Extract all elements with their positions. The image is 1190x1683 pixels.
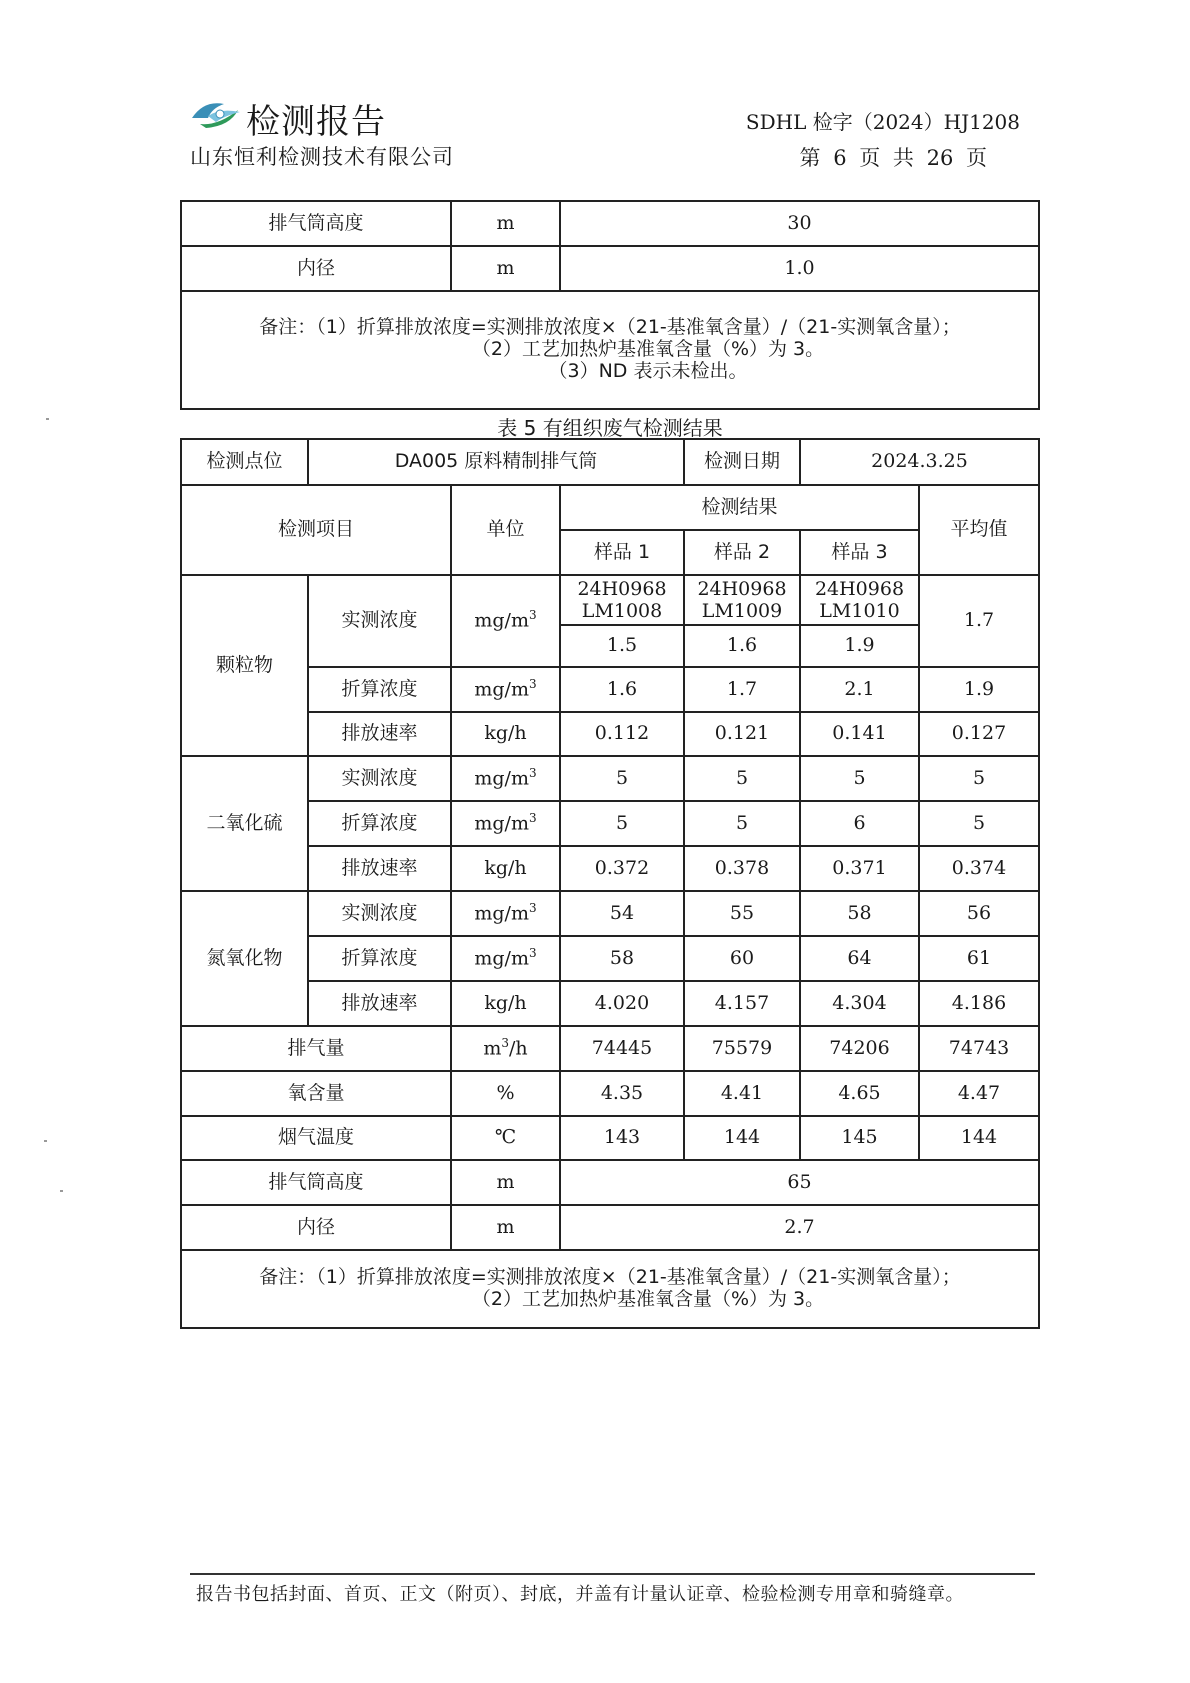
value-cell: 4.41 <box>684 1071 800 1116</box>
value-cell: 0.372 <box>560 846 684 891</box>
footer-divider <box>190 1573 1035 1575</box>
value-cell: 5 <box>560 756 684 801</box>
value-cell: 5 <box>684 801 800 846</box>
value-cell: 1.6 <box>684 625 800 667</box>
unit-cell: $mg/m^3$ <box>451 801 560 846</box>
unit-cell: $mg/m^3$ <box>451 575 560 667</box>
value-cell: 4.65 <box>800 1071 919 1116</box>
table-row <box>181 246 1039 291</box>
sample-header: 样品 1 <box>560 530 684 575</box>
value-cell: 143 <box>560 1116 684 1160</box>
table-row <box>181 201 1039 246</box>
table-row <box>181 1116 1039 1160</box>
unit-cell: $mg/m^3$ <box>451 936 560 981</box>
value-cell: 5 <box>560 801 684 846</box>
notes-cell <box>181 291 1039 409</box>
avg-cell: 1.9 <box>919 667 1039 712</box>
sample-id-cell: 24H0968 LM1010 <box>800 575 919 625</box>
col-item-header: 检测项目 <box>181 485 451 575</box>
value-cell: 4.304 <box>800 981 919 1026</box>
value-cell: 75579 <box>684 1026 800 1071</box>
avg-cell: 4.186 <box>919 981 1039 1026</box>
value-cell: 4.020 <box>560 981 684 1026</box>
converted-label: 折算浓度 <box>308 936 451 981</box>
value-cell: 54 <box>560 891 684 936</box>
note-line: （2）工艺加热炉基准氧含量（%）为 3。 <box>471 338 825 361</box>
stack-height-value: 65 <box>560 1160 1039 1205</box>
note-line: 备注：（1）折算排放浓度=实测排放浓度×（21-基准氧含量）/（21-实测氧含量）； <box>259 316 961 339</box>
converted-label: 折算浓度 <box>308 667 451 712</box>
measured-label: 实测浓度 <box>308 756 451 801</box>
temp-label: 烟气温度 <box>181 1116 451 1160</box>
unit-cell: m <box>451 1205 560 1250</box>
value-cell: 0.378 <box>684 846 800 891</box>
value-cell: 60 <box>684 936 800 981</box>
avg-cell: 61 <box>919 936 1039 981</box>
footer-note: 报告书包括封面、首页、正文（附页）、封底，并盖有计量认证章、检验检测专用章和骑缝章。 <box>196 1584 964 1605</box>
company-logo-icon <box>190 96 242 132</box>
unit-cell: $m^3/h$ <box>451 1026 560 1071</box>
avg-cell: 56 <box>919 891 1039 936</box>
report-number: SDHL 检字（2024）HJ1208 <box>745 110 1020 134</box>
value-cell: 4.35 <box>560 1071 684 1116</box>
unit-cell: ℃ <box>451 1116 560 1160</box>
point-value: DA005 原料精制排气筒 <box>308 439 684 485</box>
value-cell: 5 <box>684 756 800 801</box>
date-value: 2024.3.25 <box>800 439 1039 485</box>
value-cell: 1.5 <box>560 625 684 667</box>
unit-cell: % <box>451 1071 560 1116</box>
stack-height-label: 排气筒高度 <box>181 1160 451 1205</box>
table-row <box>181 801 1039 846</box>
measured-label: 实测浓度 <box>308 575 451 667</box>
notes-cell <box>181 1250 1039 1328</box>
unit-cell: kg/h <box>451 981 560 1026</box>
scan-speck <box>44 1140 47 1142</box>
value-cell: 0.121 <box>684 712 800 756</box>
unit-cell: m <box>451 1160 560 1205</box>
avg-cell: 5 <box>919 756 1039 801</box>
table-row <box>181 1160 1039 1205</box>
scan-speck <box>46 418 49 420</box>
avg-cell: 0.374 <box>919 846 1039 891</box>
page-indicator: 第 6 页 共 26 页 <box>799 146 987 170</box>
inner-diameter-label: 内径 <box>181 1205 451 1250</box>
inner-diameter-label: 内径 <box>181 246 451 291</box>
nox-group-label: 氮氧化物 <box>181 891 308 1026</box>
value-cell: 1.7 <box>684 667 800 712</box>
notes-row <box>181 1250 1039 1328</box>
avg-cell: 1.7 <box>919 575 1039 667</box>
unit-cell: $mg/m^3$ <box>451 667 560 712</box>
table-row <box>181 1071 1039 1116</box>
unit-cell: $mg/m^3$ <box>451 756 560 801</box>
value-cell: 145 <box>800 1116 919 1160</box>
inner-diameter-value: 2.7 <box>560 1205 1039 1250</box>
company-name: 山东恒利检测技术有限公司 <box>190 145 454 169</box>
oxygen-label: 氧含量 <box>181 1071 451 1116</box>
value-cell: 0.141 <box>800 712 919 756</box>
avg-cell: 4.47 <box>919 1071 1039 1116</box>
avg-cell: 0.127 <box>919 712 1039 756</box>
unit-cell: kg/h <box>451 846 560 891</box>
stack-height-label: 排气筒高度 <box>181 201 451 246</box>
table-row <box>181 981 1039 1026</box>
measured-label: 实测浓度 <box>308 891 451 936</box>
unit-cell: kg/h <box>451 712 560 756</box>
value-cell: 1.9 <box>800 625 919 667</box>
inner-diameter-unit: m <box>451 246 560 291</box>
sample-header: 样品 2 <box>684 530 800 575</box>
value-cell: 74445 <box>560 1026 684 1071</box>
table-caption: 表 5 有组织废气检测结果 <box>497 416 723 440</box>
col-avg-header: 平均值 <box>919 485 1039 575</box>
value-cell: 58 <box>800 891 919 936</box>
avg-cell: 5 <box>919 801 1039 846</box>
rate-label: 排放速率 <box>308 981 451 1026</box>
avg-cell: 144 <box>919 1116 1039 1160</box>
table-row <box>181 667 1039 712</box>
sample-id-cell: 24H0968 LM1009 <box>684 575 800 625</box>
table-row <box>181 439 1039 485</box>
value-cell: 6 <box>800 801 919 846</box>
results-table <box>180 438 1040 1329</box>
sample-id-cell: 24H0968 LM1008 <box>560 575 684 625</box>
value-cell: 55 <box>684 891 800 936</box>
value-cell: 2.1 <box>800 667 919 712</box>
value-cell: 1.6 <box>560 667 684 712</box>
table-row <box>181 575 1039 625</box>
table-row <box>181 936 1039 981</box>
stack-height-unit: m <box>451 201 560 246</box>
avg-cell: 74743 <box>919 1026 1039 1071</box>
table-row <box>181 756 1039 801</box>
pm-group-label: 颗粒物 <box>181 575 308 756</box>
point-label: 检测点位 <box>181 439 308 485</box>
value-cell: 5 <box>800 756 919 801</box>
value-cell: 58 <box>560 936 684 981</box>
scan-speck <box>60 1190 63 1192</box>
inner-diameter-value: 1.0 <box>560 246 1039 291</box>
sample-header: 样品 3 <box>800 530 919 575</box>
notes-row <box>181 291 1039 409</box>
so2-group-label: 二氧化硫 <box>181 756 308 891</box>
converted-label: 折算浓度 <box>308 801 451 846</box>
rate-label: 排放速率 <box>308 846 451 891</box>
col-results-header: 检测结果 <box>560 485 919 530</box>
note-line: （2）工艺加热炉基准氧含量（%）为 3。 <box>471 1288 825 1310</box>
value-cell: 4.157 <box>684 981 800 1026</box>
date-label: 检测日期 <box>684 439 800 485</box>
note-line: 备注：（1）折算排放浓度=实测排放浓度×（21-基准氧含量）/（21-实测氧含量）； <box>259 1266 961 1289</box>
table-row <box>181 891 1039 936</box>
unit-cell: $mg/m^3$ <box>451 891 560 936</box>
table-row <box>181 1205 1039 1250</box>
table-row <box>181 712 1039 756</box>
value-cell: 144 <box>684 1116 800 1160</box>
table-row <box>181 1026 1039 1071</box>
value-cell: 0.112 <box>560 712 684 756</box>
report-title: 检测报告 <box>246 102 386 142</box>
value-cell: 0.371 <box>800 846 919 891</box>
note-line: （3）ND 表示未检出。 <box>548 359 748 382</box>
table-row <box>181 485 1039 530</box>
exhaust-label: 排气量 <box>181 1026 451 1071</box>
value-cell: 64 <box>800 936 919 981</box>
stack-height-value: 30 <box>560 201 1039 246</box>
value-cell: 74206 <box>800 1026 919 1071</box>
table-row <box>181 846 1039 891</box>
rate-label: 排放速率 <box>308 712 451 756</box>
col-unit-header: 单位 <box>451 485 560 575</box>
continued-table <box>180 200 1040 410</box>
